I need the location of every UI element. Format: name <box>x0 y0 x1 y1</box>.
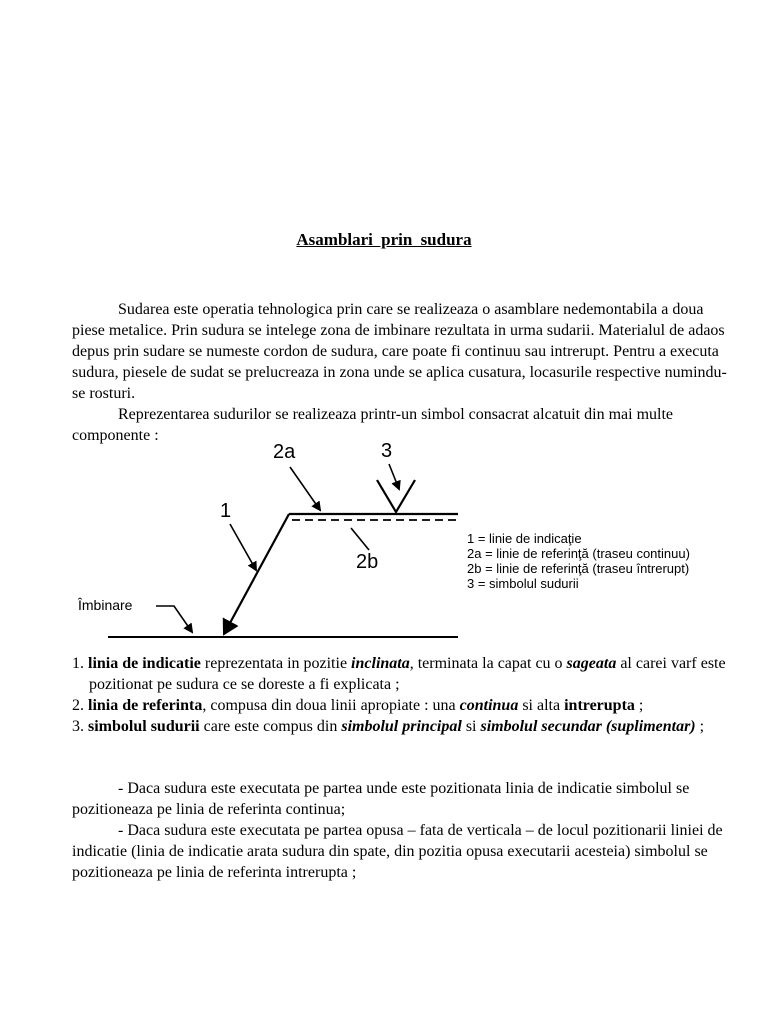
callout-1-arrow <box>230 524 256 570</box>
list-item-term: linia de referinta <box>88 697 203 714</box>
callout-2b-label: 2b <box>356 551 379 573</box>
list-item-number: 1. <box>72 655 88 672</box>
legend-item-3: 3 = simbolul sudurii <box>467 576 579 591</box>
weld-symbol-figure <box>72 436 736 652</box>
list-item: 2. linia de referinta, compusa din doua linii apropiate : una continua si alta intrerupta ; <box>72 697 644 714</box>
component-list <box>72 653 732 737</box>
callout-2b-leader <box>351 528 369 550</box>
figure-legend <box>467 531 690 591</box>
legend-item-1: 1 = linie de indicaţie <box>467 531 582 546</box>
callout-3-arrow <box>389 464 399 489</box>
callout-1-label: 1 <box>220 500 232 522</box>
list-item-term: simbolul sudurii <box>88 718 200 735</box>
list-item-number: 3. <box>72 718 88 735</box>
list-item-number: 2. <box>72 697 88 714</box>
weld-symbol-diagram <box>72 436 736 652</box>
legend-item-2b: 2b = linie de referinţă (traseu întrerupt) <box>467 561 690 576</box>
list-item: 1. linia de indicatie reprezentata in pozitie inclinata, terminata la capat cu o sageata al carei varf este pozitionat pe sudura ce se doreste a fi explicata ; <box>72 655 726 693</box>
callout-2a-label: 2a <box>273 441 296 463</box>
intro-paragraph: Sudarea este operatia tehnologica prin care se realizeaza o asamblare nedemontabila a doua piese metalice. Prin sudura se intelege zona de imbinare rezultata in urma sudarii. Materialul de adaos depus prin sudare se numeste cordon de sudura, care poate fi continuu sau intrerupt. Pentru a executa sudura, piesele de sudat se prelucreaza in zona unde se aplica cusatura, locasurile respective numindu-se rosturi. <box>72 301 727 402</box>
joint-leader <box>156 606 192 632</box>
case-same-side-paragraph: - Daca sudura este executata pe partea unde este pozitionata linia de indicatie simbolul se pozitioneaza pe linia de referinta continua; <box>72 780 690 818</box>
page-title: Asamblari prin sudura <box>296 230 472 249</box>
case-opposite-side-paragraph: - Daca sudura este executata pe partea opusa – fata de verticala – de locul pozitionarii liniei de indicatie (linia de indicatie arata sudura din spate, din pozitia opusa executarii acesteia) simbolul se pozitioneaza pe linia de referinta intrerupta ; <box>72 822 723 881</box>
callout-2a-arrow <box>290 467 320 510</box>
weld-symbol-v <box>377 480 415 512</box>
list-item: 3. simbolul sudurii care este compus din simbolul principal si simbolul secundar (suplimentar) ; <box>72 718 705 735</box>
list-item-term: linia de indicatie <box>88 655 201 672</box>
callout-3-label: 3 <box>381 440 393 462</box>
joint-label: Îmbinare <box>78 597 133 613</box>
legend-item-2a: 2a = linie de referinţă (traseu continuu) <box>467 546 690 561</box>
representation-paragraph: Reprezentarea sudurilor se realizeaza printr-un simbol consacrat alcatuit din mai multe componente : <box>72 406 673 444</box>
